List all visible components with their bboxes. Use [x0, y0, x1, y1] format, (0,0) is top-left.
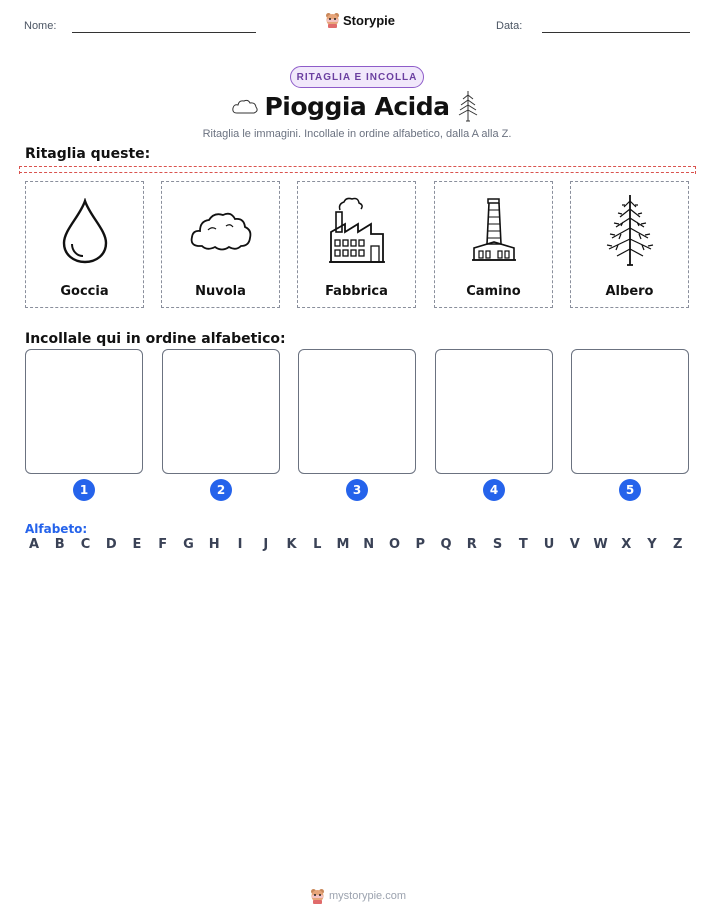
date-line[interactable] [542, 32, 690, 33]
cloud-icon [188, 206, 254, 256]
alphabet-letter: F [158, 537, 168, 552]
alphabet-letter: H [208, 537, 220, 552]
alphabet-letter: T [518, 537, 528, 552]
cut-card-nuvola[interactable] [161, 181, 280, 308]
cut-card-goccia[interactable] [25, 181, 144, 308]
alphabet-letter: C [80, 537, 91, 552]
name-line[interactable] [72, 32, 256, 33]
alphabet-letter: U [543, 537, 555, 552]
number-badge-2: 2 [210, 479, 232, 501]
alphabet-letter: Q [440, 537, 452, 552]
alphabet-letter: X [621, 537, 632, 552]
tree-icon [457, 90, 479, 122]
alphabet-letter: M [336, 537, 350, 552]
paste-box-5[interactable] [571, 349, 689, 474]
cut-card-albero[interactable] [570, 181, 689, 308]
name-label: Nome: [24, 20, 57, 32]
alphabet-letter: S [492, 537, 503, 552]
cut-card-fabbrica[interactable] [297, 181, 416, 308]
card-label: Albero [605, 284, 654, 299]
alphabet-letter: Z [673, 537, 683, 552]
bear-logo-icon [325, 12, 340, 28]
bear-logo-icon [310, 888, 325, 904]
card-label: Nuvola [195, 284, 246, 299]
page-title: Pioggia Acida [264, 92, 450, 121]
alphabet-heading: Alfabeto: [25, 522, 88, 536]
alphabet-letter: E [132, 537, 142, 552]
number-badge-3: 3 [346, 479, 368, 501]
alphabet-letter: B [54, 537, 65, 552]
activity-badge: RITAGLIA E INCOLLA [290, 66, 424, 88]
footer-url[interactable]: mystorypie.com [329, 890, 407, 902]
alphabet-letter: A [28, 537, 40, 552]
brand-logo [325, 12, 395, 28]
alphabet-letter: W [593, 537, 608, 552]
alphabet-letter: Y [647, 537, 657, 552]
paste-box-1[interactable] [25, 349, 143, 474]
number-badge-1: 1 [73, 479, 95, 501]
card-label: Camino [466, 284, 521, 299]
number-badge-4: 4 [483, 479, 505, 501]
card-label: Fabbrica [325, 284, 388, 299]
alphabet-letter: L [313, 537, 322, 552]
factory-icon [328, 196, 386, 266]
paste-heading: Incollale qui in ordine alfabetico: [25, 331, 286, 347]
cut-heading: Ritaglia queste: [25, 146, 151, 162]
alphabet-letter: J [263, 537, 269, 552]
alphabet-letter: V [569, 537, 580, 552]
alphabet-row [25, 537, 687, 552]
paste-box-3[interactable] [298, 349, 416, 474]
instructions: Ritaglia le immagini. Incollale in ordine alfabetico, dalla A alla Z. [202, 128, 512, 140]
paste-box-4[interactable] [435, 349, 553, 474]
alphabet-letter: N [363, 537, 375, 552]
alphabet-letter: I [237, 537, 243, 552]
alphabet-letter: O [388, 537, 401, 552]
alphabet-letter: K [286, 537, 297, 552]
tree-icon [603, 193, 657, 269]
card-label: Goccia [60, 284, 109, 299]
alphabet-letter: G [183, 537, 194, 552]
cut-card-camino[interactable] [434, 181, 553, 308]
footer [310, 888, 406, 904]
alphabet-letter: R [466, 537, 477, 552]
number-badge-5: 5 [619, 479, 641, 501]
date-label: Data: [496, 20, 523, 32]
brand-name: Storypie [343, 12, 396, 28]
chimney-icon [471, 196, 517, 266]
alphabet-letter: P [415, 537, 426, 552]
drop-icon [60, 198, 110, 264]
paste-box-2[interactable] [162, 349, 280, 474]
alphabet-letter: D [105, 537, 117, 552]
cut-line-bottom [19, 172, 694, 173]
